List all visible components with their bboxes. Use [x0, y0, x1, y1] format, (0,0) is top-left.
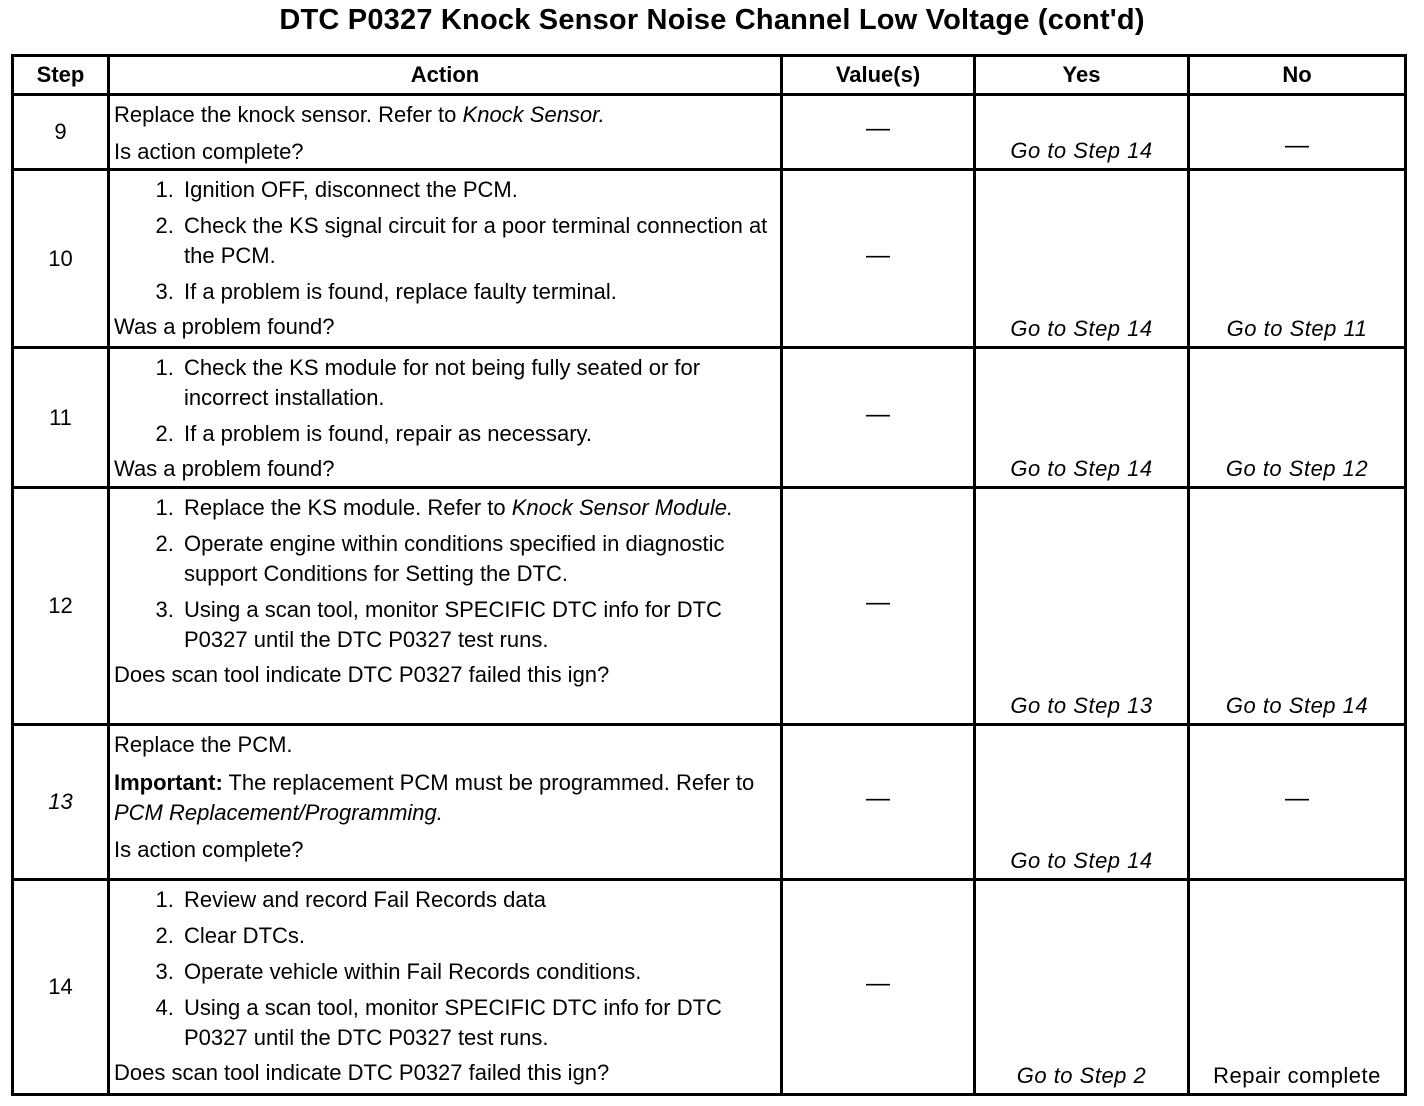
action-list — [114, 885, 774, 1059]
no-link[interactable]: Go to Step 12 — [1225, 456, 1369, 481]
question-text: Is action complete? — [114, 837, 304, 862]
step-number: 10 — [13, 170, 109, 348]
value-dash: — — [866, 970, 890, 998]
list-item: 2. If a problem is found, repair as necessary. — [180, 419, 774, 449]
value-dash: — — [866, 115, 890, 143]
action-cell — [109, 170, 782, 348]
value-cell — [782, 170, 975, 348]
no-link[interactable]: Repair complete — [1213, 1063, 1381, 1088]
value-dash: — — [866, 241, 890, 269]
list-item: 4. Using a scan tool, monitor SPECIFIC DTC info for DTC P0327 until the DTC P0327 test runs. — [180, 993, 774, 1053]
list-item: 1. Check the KS module for not being fully seated or for incorrect installation. — [180, 353, 774, 413]
yes-link[interactable]: Go to Step 14 — [1010, 138, 1153, 163]
header-step: Step — [13, 56, 109, 95]
no-cell — [1189, 170, 1406, 348]
important-note: Important: The replacement PCM must be programmed. Refer to PCM Replacement/Programming. — [114, 770, 755, 825]
table-row — [13, 95, 1406, 170]
no-link[interactable]: Go to Step 11 — [1226, 316, 1368, 341]
diagnostic-table — [11, 54, 1407, 1096]
yes-link[interactable]: Go to Step 13 — [1010, 693, 1153, 718]
step-number: 11 — [13, 348, 109, 488]
header-row — [13, 56, 1406, 95]
question-text: Does scan tool indicate DTC P0327 failed this ign? — [114, 662, 610, 687]
table-row — [13, 488, 1406, 725]
header-yes: Yes — [975, 56, 1189, 95]
action-list — [114, 493, 774, 661]
question-text: Is action complete? — [114, 139, 304, 164]
step-number: 14 — [13, 880, 109, 1095]
no-cell — [1189, 880, 1406, 1095]
yes-cell — [975, 488, 1189, 725]
step-number: 9 — [13, 95, 109, 170]
list-item: 1. Review and record Fail Records data — [180, 885, 774, 915]
list-item: 2. Operate engine within conditions specified in diagnostic support Conditions for Setting the DTC. — [180, 529, 774, 589]
list-item: 3. If a problem is found, replace faulty terminal. — [180, 277, 774, 307]
value-cell — [782, 348, 975, 488]
step-number: 12 — [13, 488, 109, 725]
page-title: DTC P0327 Knock Sensor Noise Channel Low Voltage (cont'd) — [279, 4, 1145, 36]
table-row — [13, 170, 1406, 348]
yes-cell — [975, 880, 1189, 1095]
value-dash: — — [866, 785, 890, 813]
question-text: Was a problem found? — [114, 456, 335, 481]
header-no: No — [1189, 56, 1406, 95]
list-item: 1. Replace the KS module. Refer to Knock Sensor Module. — [180, 493, 774, 523]
action-list — [114, 353, 774, 455]
no-cell — [1189, 488, 1406, 725]
yes-link[interactable]: Go to Step 14 — [1010, 848, 1153, 873]
no-link[interactable]: Go to Step 14 — [1225, 693, 1369, 718]
list-item: 2. Clear DTCs. — [180, 921, 774, 951]
list-item: 2. Check the KS signal circuit for a poor terminal connection at the PCM. — [180, 211, 774, 271]
action-cell — [109, 95, 782, 170]
value-cell — [782, 725, 975, 880]
question-text: Was a problem found? — [114, 314, 335, 339]
yes-cell — [975, 348, 1189, 488]
action-cell — [109, 880, 782, 1095]
no-cell — [1189, 348, 1406, 488]
value-cell — [782, 488, 975, 725]
action-list — [114, 175, 774, 313]
yes-link[interactable]: Go to Step 2 — [1016, 1063, 1147, 1088]
table-row — [13, 348, 1406, 488]
table-row — [13, 725, 1406, 880]
no-dash: — — [1285, 785, 1309, 813]
step-number: 13 — [13, 725, 109, 880]
question-text: Does scan tool indicate DTC P0327 failed this ign? — [114, 1060, 610, 1085]
action-text: Replace the PCM. — [114, 732, 293, 757]
list-item: 1. Ignition OFF, disconnect the PCM. — [180, 175, 774, 205]
yes-cell — [975, 725, 1189, 880]
action-cell — [109, 725, 782, 880]
value-dash: — — [866, 400, 890, 428]
no-cell — [1189, 95, 1406, 170]
yes-link[interactable]: Go to Step 14 — [1010, 456, 1153, 481]
value-cell — [782, 95, 975, 170]
value-dash: — — [866, 589, 890, 617]
list-item: 3. Using a scan tool, monitor SPECIFIC DTC info for DTC P0327 until the DTC P0327 test runs. — [180, 595, 774, 655]
action-cell — [109, 348, 782, 488]
no-dash: — — [1285, 132, 1309, 159]
action-text: Replace the knock sensor. Refer to Knock Sensor. — [114, 102, 605, 127]
value-cell — [782, 880, 975, 1095]
header-action: Action — [109, 56, 782, 95]
no-cell — [1189, 725, 1406, 880]
header-values: Value(s) — [782, 56, 975, 95]
yes-cell — [975, 170, 1189, 348]
yes-cell — [975, 95, 1189, 170]
table-row — [13, 880, 1406, 1095]
list-item: 3. Operate vehicle within Fail Records conditions. — [180, 957, 774, 987]
action-cell — [109, 488, 782, 725]
yes-link[interactable]: Go to Step 14 — [1010, 316, 1153, 341]
